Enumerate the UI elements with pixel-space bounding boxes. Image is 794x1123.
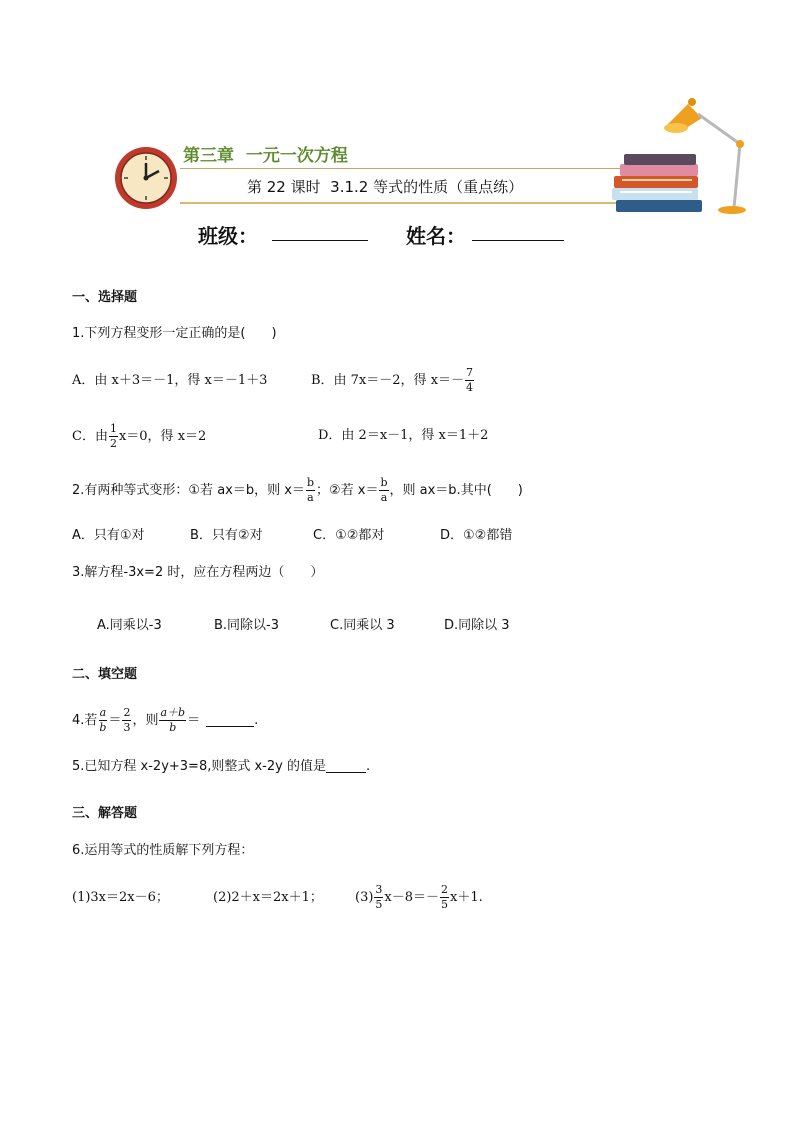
q6-part-3-fraction-1 <box>374 884 383 910</box>
q6-part-1: (1)3x＝2x－6； <box>72 890 169 905</box>
lamp-icon <box>662 96 752 216</box>
fraction-denominator: 4 <box>466 380 474 394</box>
fraction-denominator: b <box>169 720 177 734</box>
q2-option-d: D．①②都错 <box>440 528 513 543</box>
name-label: 姓名： <box>406 224 466 248</box>
lesson-title: 第 22 课时 3.1.2 等式的性质（重点练） <box>247 178 524 196</box>
q4-stem-text: 4.若 <box>72 712 98 728</box>
q1-option-c-text-end: x＝0，得 x＝2 <box>118 428 207 444</box>
fraction-denominator: 2 <box>109 436 117 450</box>
q4-period: . <box>254 712 259 728</box>
clock-icon <box>112 145 180 211</box>
q3-option-b: B.同除以-3 <box>214 618 280 633</box>
q1-option-c <box>72 418 206 454</box>
q2-stem-end: ，则 ax＝b.其中( ) <box>389 482 523 498</box>
q4-stem <box>72 700 258 740</box>
q2-fraction-2 <box>379 477 388 503</box>
q3-option-a: A.同乘以-3 <box>97 618 162 633</box>
q4-fraction-3 <box>159 707 186 733</box>
section-solve-heading: 三、解答题 <box>72 806 138 821</box>
q5-answer-blank[interactable] <box>326 760 366 773</box>
fraction-denominator: 5 <box>441 897 449 911</box>
q1-option-d: D．由 2＝x－1，得 x＝1＋2 <box>318 428 489 443</box>
fraction-denominator: a <box>380 490 388 504</box>
q2-stem-middle: ；②若 x＝ <box>315 482 379 498</box>
q6-part-3 <box>355 879 483 915</box>
q4-equals: ＝ <box>108 712 122 728</box>
section-choice-heading: 一、选择题 <box>72 290 138 305</box>
header-rule-top <box>180 168 620 169</box>
name-input-line[interactable] <box>472 240 564 241</box>
q1-option-b-text: B．由 7x＝－2，得 x＝－ <box>311 372 465 388</box>
q6-part-3-middle: x－8＝－ <box>384 889 440 905</box>
q4-fraction-1 <box>98 707 107 733</box>
fraction-denominator: a <box>307 490 314 504</box>
q1-option-c-fraction <box>109 423 118 449</box>
q2-option-c: C．①②都对 <box>313 528 385 543</box>
q1-stem: 1.下列方程变形一定正确的是( ) <box>72 326 277 341</box>
section-fill-heading: 二、填空题 <box>72 667 138 682</box>
q2-option-b: B．只有②对 <box>190 528 263 543</box>
q5-stem-text: 5.已知方程 x-2y+3=8,则整式 x-2y 的值是 <box>72 759 326 774</box>
q6-part-3-end: x＋1. <box>450 889 483 905</box>
fraction-numerator: b <box>380 475 388 489</box>
q1-option-a: A．由 x＋3＝－1，得 x＝－1＋3 <box>72 373 268 388</box>
q4-stem-middle: ，则 <box>132 712 159 728</box>
q5-period: . <box>365 759 371 774</box>
q3-stem: 3.解方程-3x=2 时，应在方程两边（ ） <box>72 565 324 580</box>
header-banner <box>0 0 794 260</box>
q1-option-b-fraction <box>465 367 474 393</box>
fraction-numerator: a <box>99 705 107 719</box>
q2-option-a: A．只有①对 <box>72 528 145 543</box>
fraction-numerator: 3 <box>375 882 383 896</box>
q2-stem <box>72 472 523 508</box>
q6-part-2: (2)2＋x＝2x＋1； <box>213 890 323 905</box>
q3-option-d: D.同除以 3 <box>444 618 510 633</box>
fraction-numerator: b <box>306 475 314 489</box>
fraction-numerator: 1 <box>109 421 117 435</box>
q4-answer-blank[interactable] <box>206 714 254 727</box>
fraction-denominator: 3 <box>123 720 131 734</box>
q6-part-3-label: (3) <box>355 889 374 905</box>
class-label: 班级： <box>198 224 258 248</box>
q3-option-c: C.同乘以 3 <box>330 618 395 633</box>
q1-option-b <box>311 362 475 398</box>
fraction-numerator: a＋b <box>160 705 186 719</box>
fraction-numerator: 2 <box>123 705 131 719</box>
q1-option-c-text: C．由 <box>72 428 108 444</box>
fraction-denominator: b <box>99 720 107 734</box>
q4-equals-2: ＝ <box>187 712 201 728</box>
fraction-numerator: 7 <box>466 365 474 379</box>
chapter-title: 第三章 一元一次方程 <box>183 146 348 166</box>
header-rule-bottom <box>180 202 620 204</box>
fraction-denominator: 5 <box>375 897 383 911</box>
q2-stem-text: 2.有两种等式变形：①若 ax＝b，则 x＝ <box>72 482 305 498</box>
q2-fraction-1 <box>306 477 315 503</box>
q5-stem <box>72 760 370 773</box>
q6-part-3-fraction-2 <box>440 884 449 910</box>
q4-fraction-2 <box>122 707 131 733</box>
class-input-line[interactable] <box>272 240 368 241</box>
fraction-numerator: 2 <box>441 882 449 896</box>
q6-stem: 6.运用等式的性质解下列方程： <box>72 843 254 858</box>
